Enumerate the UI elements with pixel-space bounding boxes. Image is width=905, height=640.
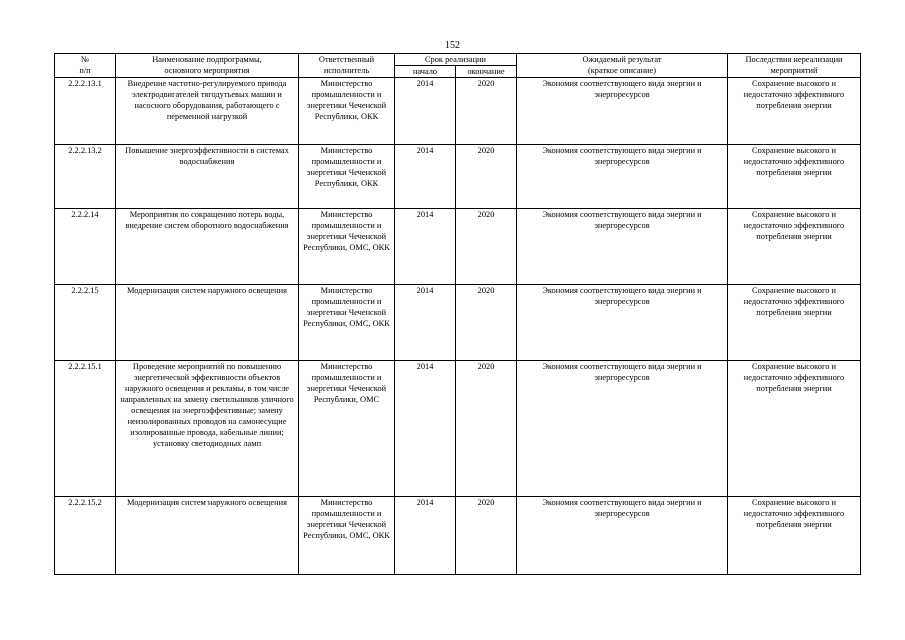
cell-executor: Министерство промышленности и энергетики Чеченской Республики, ОКК xyxy=(299,145,395,209)
cell-num: 2.2.2.15.2 xyxy=(55,497,116,575)
header-result-line1: Ожидаемый результат xyxy=(582,55,662,64)
cell-end: 2020 xyxy=(456,209,517,285)
page-number: 152 xyxy=(445,40,460,51)
cell-result: Экономия соответствующего вида энергии и энергоресурсов xyxy=(517,209,728,285)
header-name xyxy=(116,54,299,78)
cell-executor: Министерство промышленности и энергетики Чеченской Республики, ОМС, ОКК xyxy=(299,497,395,575)
header-period: Срок реализации xyxy=(395,54,517,66)
cell-name: Модернизация систем наружного освещения xyxy=(116,285,299,361)
cell-start: 2014 xyxy=(395,78,456,145)
table-row xyxy=(55,78,861,145)
cell-num: 2.2.2.15 xyxy=(55,285,116,361)
header-consequences xyxy=(728,54,861,78)
cell-end: 2020 xyxy=(456,285,517,361)
header-num-line1: № xyxy=(81,55,89,64)
table-row xyxy=(55,285,861,361)
cell-consequences: Сохранение высокого и недостаточно эффективного потребления энергии xyxy=(728,497,861,575)
header-executor xyxy=(299,54,395,78)
table-row xyxy=(55,145,861,209)
header-start: начало xyxy=(395,66,456,78)
cell-start: 2014 xyxy=(395,497,456,575)
cell-name: Повышение энергоэффективности в системах водоснабжения xyxy=(116,145,299,209)
cell-name: Проведение мероприятий по повышению энергетической эффективности объектов наружного освещения и рекламы, в том числе направленных на замену светильников уличного освещения на энергоэффективные; замену неизолированных проводов на самонесущие изолированные провода, кабельные линии; установку светодиодных ламп xyxy=(116,361,299,497)
cell-end: 2020 xyxy=(456,145,517,209)
cell-end: 2020 xyxy=(456,497,517,575)
header-end: окончание xyxy=(456,66,517,78)
cell-executor: Министерство промышленности и энергетики Чеченской Республики, ОМС xyxy=(299,361,395,497)
header-executor-line2: исполнитель xyxy=(323,66,370,75)
cell-consequences: Сохранение высокого и недостаточно эффективного потребления энергии xyxy=(728,209,861,285)
header-executor-line1: Ответственный xyxy=(318,55,375,64)
table-row xyxy=(55,361,861,497)
header-consequences-line1: Последствия нереализации xyxy=(745,55,843,64)
cell-result: Экономия соответствующего вида энергии и энергоресурсов xyxy=(517,497,728,575)
cell-consequences: Сохранение высокого и недостаточно эффективного потребления энергии xyxy=(728,361,861,497)
cell-executor: Министерство промышленности и энергетики Чеченской Республики, ОМС, ОКК xyxy=(299,209,395,285)
cell-start: 2014 xyxy=(395,361,456,497)
cell-result: Экономия соответствующего вида энергии и энергоресурсов xyxy=(517,285,728,361)
cell-end: 2020 xyxy=(456,361,517,497)
header-num-line2: п/п xyxy=(79,66,91,75)
cell-num: 2.2.2.15.1 xyxy=(55,361,116,497)
cell-consequences: Сохранение высокого и недостаточно эффективного потребления энергии xyxy=(728,285,861,361)
header-consequences-line2: мероприятий xyxy=(770,66,818,75)
cell-num: 2.2.2.14 xyxy=(55,209,116,285)
cell-name: Модернизация систем наружного освещения xyxy=(116,497,299,575)
header-name-line2: основного мероприятия xyxy=(164,66,250,75)
cell-end: 2020 xyxy=(456,78,517,145)
cell-start: 2014 xyxy=(395,285,456,361)
cell-num: 2.2.2.13.1 xyxy=(55,78,116,145)
cell-executor: Министерство промышленности и энергетики Чеченской Республики, ОМС, ОКК xyxy=(299,285,395,361)
cell-result: Экономия соответствующего вида энергии и энергоресурсов xyxy=(517,145,728,209)
cell-result: Экономия соответствующего вида энергии и энергоресурсов xyxy=(517,361,728,497)
cell-name: Мероприятия по сокращению потерь воды, внедрение систем оборотного водоснабжения xyxy=(116,209,299,285)
table-row xyxy=(55,209,861,285)
cell-result: Экономия соответствующего вида энергии и энергоресурсов xyxy=(517,78,728,145)
header-num xyxy=(55,54,116,78)
cell-consequences: Сохранение высокого и недостаточно эффективного потребления энергии xyxy=(728,145,861,209)
header-result-line2: (краткое описание) xyxy=(587,66,657,75)
cell-start: 2014 xyxy=(395,145,456,209)
measures-table xyxy=(54,53,861,575)
cell-num: 2.2.2.13.2 xyxy=(55,145,116,209)
header-name-line1: Наименование подпрограммы, xyxy=(152,55,262,64)
cell-name: Внедрение частотно-регулируемого привода электродвигателей тягодутьевых машин и насосного оборудования, работающего с переменной нагрузкой xyxy=(116,78,299,145)
header-result xyxy=(517,54,728,78)
table-row xyxy=(55,497,861,575)
cell-executor: Министерство промышленности и энергетики Чеченской Республики, ОКК xyxy=(299,78,395,145)
cell-consequences: Сохранение высокого и недостаточно эффективного потребления энергии xyxy=(728,78,861,145)
cell-start: 2014 xyxy=(395,209,456,285)
